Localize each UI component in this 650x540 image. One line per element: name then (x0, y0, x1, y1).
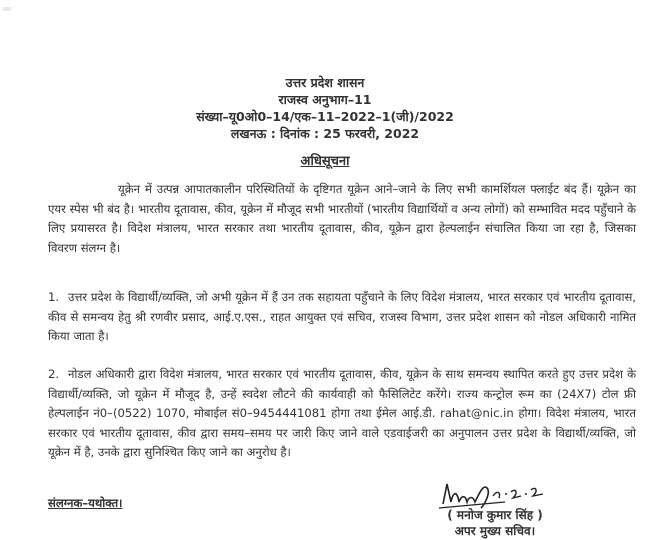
signatory-name: ( मनोज कुमार सिंह ) (447, 508, 543, 522)
department-heading: राजस्व अनुभाग–11 (278, 92, 372, 107)
point-text: उत्तर प्रदेश के विद्यार्थी/व्यक्ति, जो अभी यूक्रेन में हैं उन तक सहायता पहुँचाने के लिए विदेश मंत्रालय, भारत सरकार एवं भारतीय दूतावास, कीव से समन्वय हेतु श्री रणवीर प्रसाद, आई.ए.एस., राहत आयुक्त एवं सचिव, राजस्व विभाग, उत्तर प्रदेश शासन को नोडल अधिकारी नामित किया जाता है। (48, 290, 636, 344)
place-date: लखनऊ : दिनांक : 25 फरवरी, 2022 (230, 126, 420, 141)
intro-text: यूक्रेन में उत्पन्न आपातकालीन परिस्थितियों के दृष्टिगत यूक्रेन आने–जाने के लिए सभी कामर्शियल फ्लाईट बंद हैं। यूक्रेन का एयर स्पेस भी बंद है। भारतीय दूतावास, कीव, यूक्रेन में मौजूद सभी भारतीयों (भारतीय विद्यार्थियों व अन्य लोगों) को सम्भावित मदद पहुँचाने के लिए प्रयासरत है। विदेश मंत्रालय, भारत सरकार तथा भारतीय दूतावास, कीव, यूक्रेन द्वारा हेल्पलाईन संचालित किया जा रहा है, जिसका विवरण संलग्न है। (48, 182, 636, 255)
point-text: नोडल अधिकारी द्वारा विदेश मंत्रालय, भारत सरकार एवं भारतीय दूतावास, कीव, यूक्रेन के साथ समन्वय स्थापित करते हुए उत्तर प्रदेश के विद्यार्थी/व्यक्ति, जो यूक्रेन में मौजूद है, उन्हें स्वदेश लौटने की कार्यवाही को फैसिलिटेट करेंगे। राज्य कन्ट्रोल रूम का (24X7) टोल फ्री हेल्पलाईन नं0–(0522) 1070, मोबाईल सं0–9454441081 होगा तथा ईमेल आई.डी. rahat@nic.in होगा। विदेश मंत्रालय, भारत सरकार एवं भारतीय दूतावास, कीव द्वारा समय–समय पर जारी किए जाने वाले एडवाईजरी का अनुपालन उत्तर प्रदेश के विद्यार्थी/व्यक्ति, जो यूक्रेन में है, उनके द्वारा सुनिश्चित किए जाने का अनुरोध है। (48, 367, 636, 460)
signatory-designation: अपर मुख्य सचिव। (454, 524, 536, 538)
point-2 (48, 365, 636, 463)
point-number: 1. (48, 290, 60, 304)
document-title: अधिसूचना (300, 154, 350, 169)
point-number: 2. (48, 367, 60, 381)
reference-number: संख्या–यू0ओ0–14/एक–11–2022–1(जी)/2022 (196, 109, 454, 124)
intro-paragraph (48, 180, 636, 258)
enclosure-note: संलग्नक–यथोक्त। (48, 496, 123, 510)
point-1 (48, 288, 636, 347)
government-heading: उत्तर प्रदेश शासन (285, 75, 365, 90)
scan-artifact (3, 7, 11, 11)
